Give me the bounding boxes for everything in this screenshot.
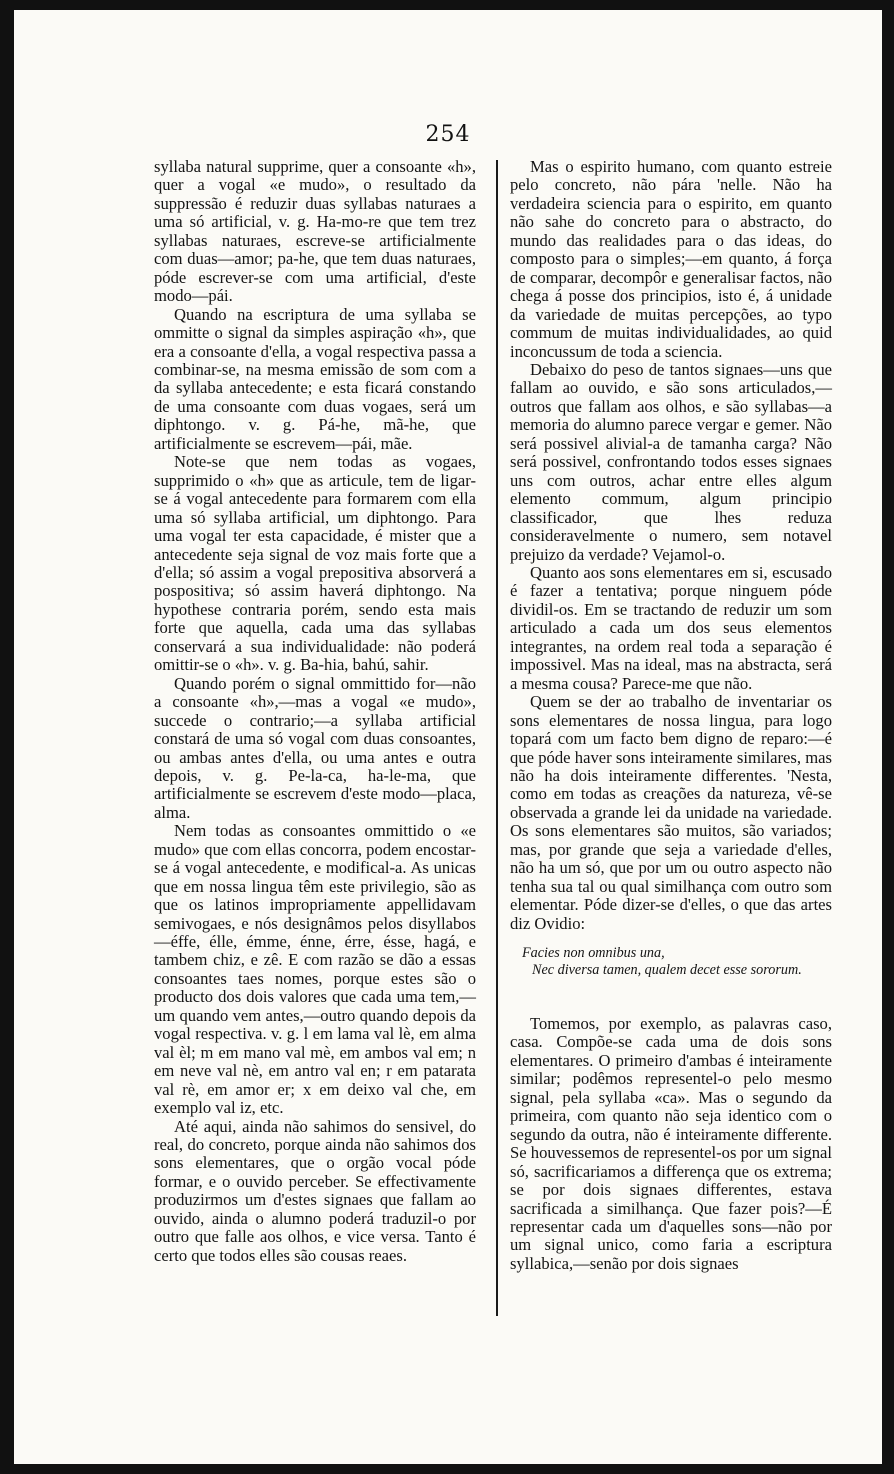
paragraph: Tomemos, por exemplo, as palavras caso, casa. Compõe-se cada uma de dois sons elementares. O primeiro d'ambas é inteiramente similar; podêmos representel-o pelo mesmo signal, pela syllaba «ca». Mas o segundo da primeira, com quanto não seja identico com o segundo da outra, não é inteiramente differente. Se houvessemos de representel-os por um signal só, sacrificariamos a differença que os extrema; se por dois signaes differentes, estava sacrificada a similhança. Que fazer pois?—É representar cada um d'aquelles sons—não por um signal unico, como faria a escriptura syllabica,—senão por dois signaes (510, 1014, 832, 1273)
paragraph: Quando porém o signal ommittido for—não a consoante «h»,—mas a vogal «e mudo», succede o contrario;—a syllaba artificial constará de uma só vogal com duas consoantes, ou ambas antes d'ella, ou uma antes e outra depois, v. g. Pe-la-ca, ha-le-ma, que artificialmente se escrevem d'este modo—placa, alma. (154, 673, 476, 822)
newspaper-page (14, 10, 882, 1464)
left-column (154, 158, 476, 1265)
paragraph: syllaba natural supprime, quer a consoante «h», quer a vogal «e mudo», o resultado da suppressão é reduzir duas syllabas naturaes a uma só artificial, v. g. Ha-mo-re que tem trez syllabas naturaes, escreve-se artificialmente com duas—amor; pa-he, que tem duas naturaes, póde escrever-se com uma artificial, d'este modo—pái. (154, 157, 476, 306)
quote-line: Nec diversa tamen, qualem decet esse sororum. (532, 962, 802, 979)
paragraph: Note-se que nem todas as vogaes, supprimido o «h» que as articule, tem de ligar-se á vogal antecedente para formarem com ella uma só syllaba artificial, um diphtongo. Para uma vogal ter esta capacidade, é mister que a antecedente seja signal de voz mais forte que a d'ella; só assim a vogal prepositiva absorverá a pospositiva; só assim haverá diphtongo. Na hypothese contraria porém, sendo esta mais forte que aquella, cada uma das syllabas conservará a sua individualidade: não poderá omittir-se o «h». v. g. Ba-hia, bahú, sahir. (154, 452, 476, 675)
paragraph: Quando na escriptura de uma syllaba se ommitte o signal da simples aspiração «h», que era a consoante d'ella, a vogal respectiva passa a combinar-se, na mesma emissão de som com a da syllaba antecedente; e esta ficará constando de uma consoante com duas vogaes, será um diphtongo. v. g. Pá-he, mã-he, que artificialmente se escrevem—pái, mãe. (154, 304, 476, 453)
paragraph: Debaixo do peso de tantos signaes—uns que fallam ao ouvido, e são sons articulados,—outros que fallam aos olhos, e são syllabas—a memoria do alumno parece vergar e gemer. Não será possivel alivial-a de tamanha carga? Não será possivel, confrontando todos esses signaes uns com outros, achar entre elles algum elemento commum, algum principio classificador, que lhes reduza consideravelmente o numero, sem notavel prejuizo da verdade? Vejamol-o. (510, 359, 832, 564)
paragraph: Nem todas as consoantes ommittido o «e mudo» que com ellas concorra, podem encostar-se á vogal antecedente, e modifical-a. As unicas que em nossa lingua têm este privilegio, são as que os latinos impropriamente appellidavam semivogaes, e nós designâmos pelos disyllabos—éffe, élle, émme, énne, érre, ésse, hagá, e tambem chiz, e zê. E com razão se dão a essas consoantes taes nomes, porque estes são o producto dos dois valores que cada uma tem,—um quando vem antes,—outro quando depois da vogal respectiva. v. g. l em lama val lè, em alma val èl; m em mano val mè, em ambos val em; n em neve val nè, em antro val en; r em patarata val rè, em amor er; x em deixo val che, em exemplo val iz, etc. (154, 821, 476, 1118)
paragraph: Mas o espirito humano, com quanto estreie pelo concreto, não pára 'nelle. Não ha verdadeira sciencia para o espirito, em quanto não sahe do concreto para o abstracto, do mundo das realidades para o das ideas, do composto para o simples;—em quanto, á força de comparar, decompôr e generalisar factos, não chega á posse dos principios, isto é, á unidade da variedade de muitas percepções, ao typo commum de muitas individualidades, ao quid inconcussum de toda a sciencia. (510, 157, 832, 361)
paragraph: Quanto aos sons elementares em si, escusado é fazer a tentativa; porque ninguem póde dividil-os. Em se tractando de reduzir um som articulado a cada um dos seus elementos integrantes, na ordem real toda a separação é impossivel. Mas na ideal, mas na abstracta, será a mesma cousa? Parece-me que não. (510, 562, 832, 693)
quote-line: Facies non omnibus una, (522, 945, 665, 962)
paragraph: Quem se der ao trabalho de inventariar os sons elementares de nossa lingua, para logo topará com um facto bem digno de reparo:—é que póde haver sons inteiramente similares, mas não ha dois inteiramente differentes. 'Nesta, como em todas as creações da natureza, vê-se observada a grande lei da unidade na variedade. Os sons elementares são muitos, são variados; mas, por grande que seja a variedade d'elles, não ha um só, que por um ou outro aspecto não tenha sua tal ou qual similhança com outro som elementar. Póde dizer-se d'elles, o que das artes diz Ovidio: (510, 692, 832, 933)
latin-quotation (522, 945, 832, 979)
paragraph: Até aqui, ainda não sahimos do sensivel, do real, do concreto, porque ainda não sahimos dos sons elementares, que o orgão vocal póde formar, e o ouvido perceber. Se effectivamente produzirmos um d'estes signaes que fallam ao ouvido, ainda o alumno poderá traduzil-o por outro que falle aos olhos, e vice versa. Tanto é certo que todos elles são cousas reaes. (154, 1116, 476, 1265)
page-number: 254 (425, 122, 471, 147)
column-divider (496, 160, 498, 1316)
right-column (510, 158, 832, 1273)
